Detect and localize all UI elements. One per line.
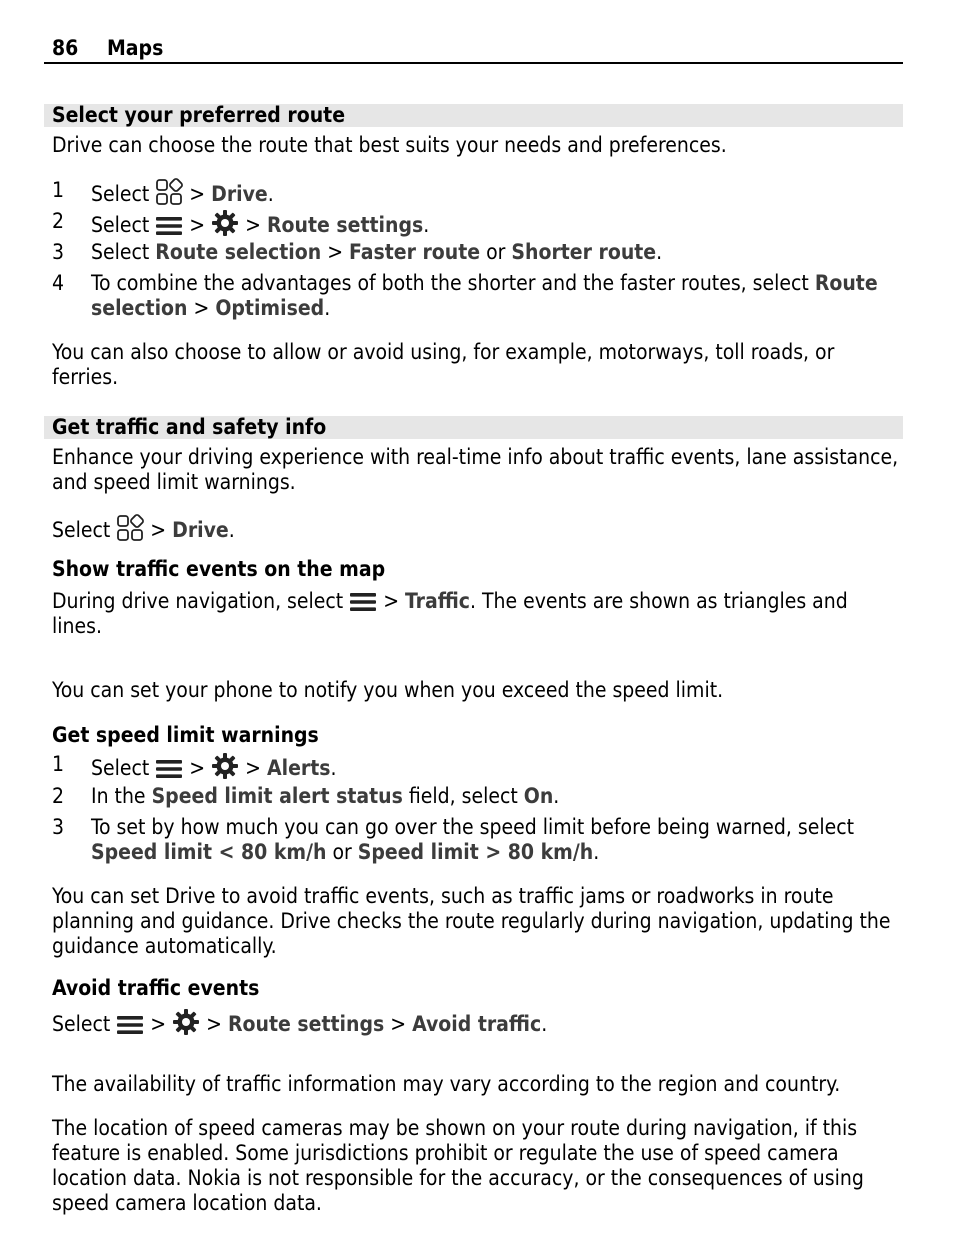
avoid-traffic-heading: Avoid traffic events — [52, 976, 260, 1000]
menu-icon — [155, 758, 183, 780]
route-intro: Drive can choose the route that best suits your needs and preferences. — [52, 133, 727, 157]
availability-note: The availability of traffic information may vary according to the region and country. — [52, 1072, 841, 1096]
speed-cameras-note: The location of speed cameras may be shown on your route during navigation, if this feature is enabled. Some jurisdictions prohibit or regulate the use of speed camera location data. Nokia is not responsible for the accuracy, or the consequences of using speed camera location data. — [52, 1116, 864, 1215]
settings-gear-icon — [211, 209, 239, 237]
avoid-traffic-line: Select > > Route settings > Avoid traffic. — [52, 1008, 902, 1037]
page-number: 86 — [52, 36, 79, 60]
settings-gear-icon — [172, 1008, 200, 1036]
traffic-events-heading: Show traffic events on the map — [52, 557, 386, 581]
manual-page: 86 Maps Select your preferred route Drive can choose the route that best suits your needs and preferences. 1 Select > Drive. 2 Select > > Route settings. 3 Select Route selection > Faster route or Shorter route. 4 To combine the advantages of both the shorter and the faster routes, select Route selection > Optimised. You can also choose to allow or avoid using, for example, motorways, toll roads, or ferries. Get traffic and safety info Enhance your driving experience with real-time info about traffic events, lane assistance, and speed limit warnings. Select > Drive. Show traffic events on the map During drive navigation, select > Traffic. The events are shown as triangles and lines. You can set your phone to notify you when you exceed the speed limit. Get speed limit warnings 1 Select > > Alerts. 2 In the Speed limit alert status field, select On. 3 To set by how much you can go over the speed limit before being warned, select Speed limit < 80 km/h or Speed limit > 80 km/h. You can set Drive to avoid traffic events, such as traffic jams or roadworks in route planning and guidance. Drive checks the route regularly during navigation, updating the guidance automatically. Avoid traffic events Select > > Route settings > Avoid traffic. The availability of traffic information may vary according to the region and country. The location of speed cameras may be shown on your route during navigation, if this feature is enabled. Some jurisdictions prohibit or regulate the use of speed camera location data. Nokia is not responsible for the accuracy, or the consequences of using speed camera location data. — [0, 0, 954, 1258]
menu-icon — [155, 215, 183, 237]
traffic-events-text: During drive navigation, select > Traffic. The events are shown as triangles and lines. — [52, 589, 848, 638]
avoid-intro: You can set Drive to avoid traffic events, such as traffic jams or roadworks in route planning and guidance. Drive checks the route regularly during navigation, updating the guidance automatically. — [52, 884, 891, 958]
speed-intro: You can set your phone to notify you when you exceed the speed limit. — [52, 678, 724, 702]
select-drive-line: Select > Drive. — [52, 514, 902, 543]
section-heading-preferred-route: Select your preferred route — [44, 104, 903, 127]
drive-label: Drive — [211, 182, 268, 206]
speed-warnings-heading: Get speed limit warnings — [52, 723, 319, 747]
route-note: You can also choose to allow or avoid using, for example, motorways, toll roads, or ferries. — [52, 340, 835, 389]
apps-grid-icon — [155, 178, 183, 206]
settings-gear-icon — [211, 752, 239, 780]
chapter-title: Maps — [107, 36, 164, 60]
route-settings-label: Route settings — [266, 213, 424, 237]
section-heading-traffic-safety: Get traffic and safety info — [44, 416, 903, 439]
page-header — [44, 36, 903, 64]
menu-icon — [349, 591, 377, 613]
menu-icon — [116, 1014, 144, 1036]
traffic-intro: Enhance your driving experience with real-time info about traffic events, lane assistance, and speed limit warnings. — [52, 445, 899, 494]
apps-grid-icon — [116, 514, 144, 542]
